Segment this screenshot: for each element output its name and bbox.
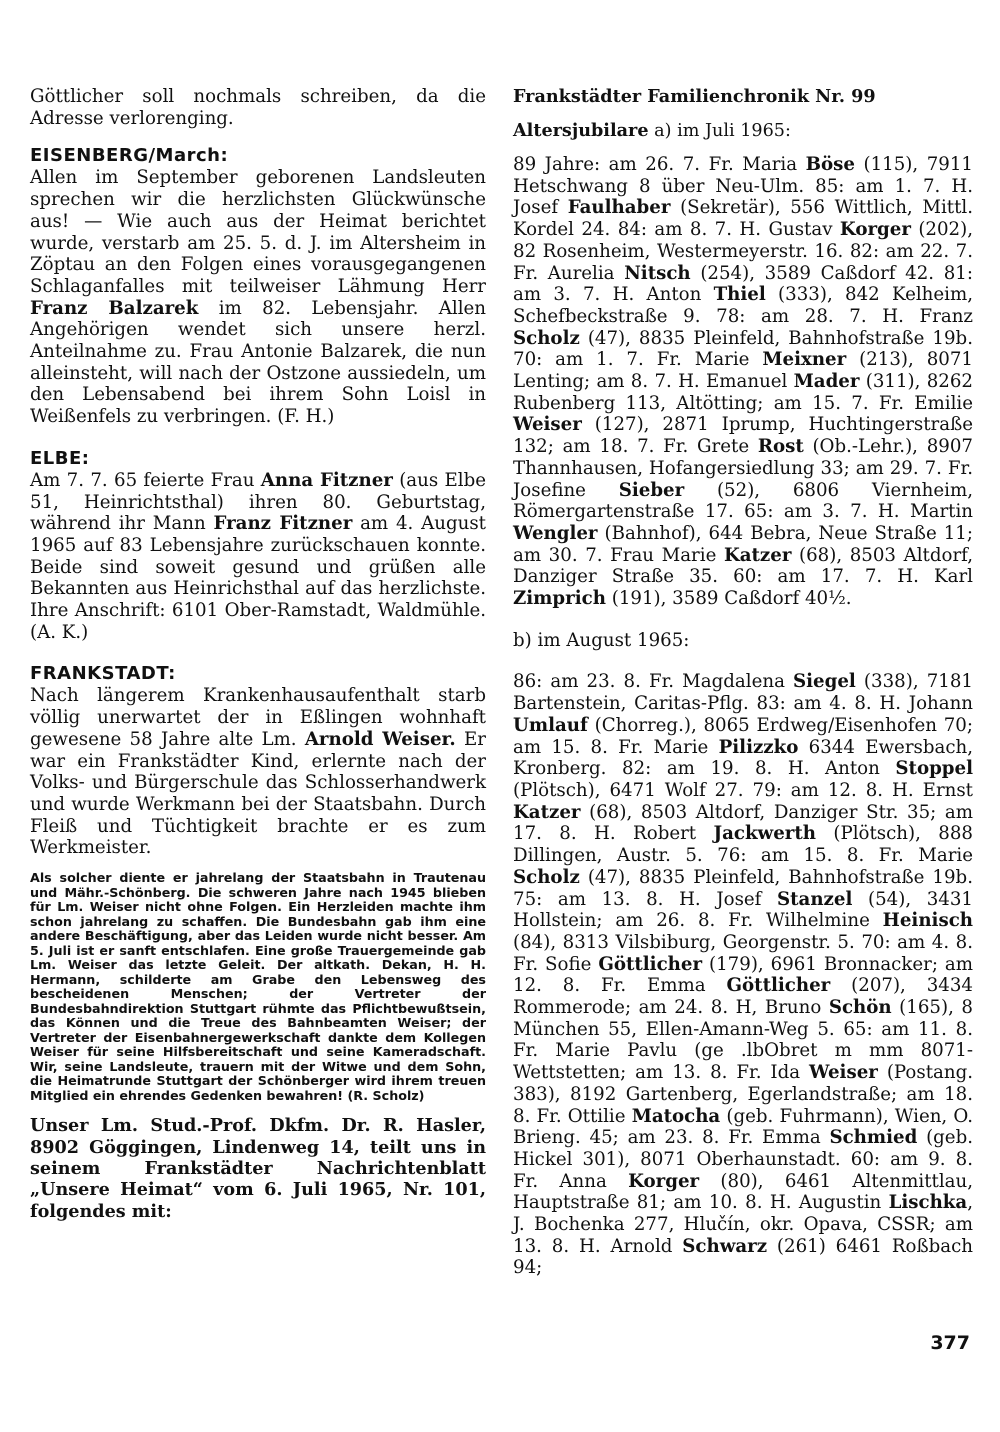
eisenberg-text-1: Allen im September geborenen Landsleuten sprechen wir die herzlichsten Glückwünsche aus! — Wie auch aus der Heimat berichtet wurde, verstarb am 25. 5. d. J. im Altersheim in Zöptau an den Folgen eines vorausgegangenen Schlaganfalles mit teilweiser Lähmung Herr bbox=[30, 167, 486, 297]
entry-text: (54), 3431 Hollstein; am 26. 8. Fr. Wilhelmine bbox=[513, 888, 973, 932]
entry-text: (179), 6961 Bronnacker; am 12. 8. Fr. Emma bbox=[513, 953, 973, 997]
entry-text: (311), 8262 Rubenberg 113, Altötting; am 15. 7. Fr. Emilie bbox=[513, 371, 973, 414]
person-name: Nitsch bbox=[624, 262, 691, 284]
entry-text: (Sekretär), 556 Wittlich, Mittl. Kordel 24. 84: am 8. 7. H. Gustav bbox=[513, 197, 973, 241]
entry-text: (47), 8835 Pleinfeld, Bahnhofstraße 19b. 70: am 1. 7. Fr. Marie bbox=[513, 327, 973, 371]
entry-text: (254), 3589 Caßdorf 42. 81: am 3. 7. H. Anton bbox=[513, 262, 974, 306]
person-name: Scholz bbox=[513, 327, 580, 349]
frankstadt-small-print: Als solcher diente er jahrelang der Staatsbahn in Trautenau und Mähr.-Schönberg. Die schweren Jahre nach 1945 blieben für Lm. Weiser nicht ohne Folgen. Ein Herzleiden machte ihm schon jahrelang zu schaffen. Die Bundesbahn gab ihm eine andere Beschäftigung, aber das Leiden wurde nicht besser. Am 5. Juli ist er sanft entschlafen. Eine große Trauergemeinde gab Lm. Weiser das letzte Geleit. Der altkath. Dekan, H. H. Hermann, schilderte am Grabe den Lebensweg des bescheidenen Menschen; der Vertreter der Bundesbahndirektion Stuttgart rühmte das Pflichtbewußtsein, das Können und die Treue des Bahnbeamten Weiser; der Vertreter der Eisenbahnergewerkschaft dankte dem Kollegen Weiser für seine Hilfsbereitschaft und seine Kameradschaft. Wir, seine Landsleute, trauern mit der Witwe und dem Sohn, die Heimatrunde Stuttgart der Schönberger wird ihrem treuen Mitglied ein ehrendes Gedenken bewahren! (R. Scholz) bbox=[30, 870, 486, 1103]
person-name: Katzer bbox=[513, 801, 581, 823]
entry-text: 6344 Ewersbach, Kronberg. 82: am 19. 8. H. Anton bbox=[513, 736, 974, 780]
person-name: Umlauf bbox=[513, 714, 588, 736]
entry-text: (Plötsch), 888 Dillingen, Austr. 5. 76: am 15. 8. Fr. Marie bbox=[513, 823, 973, 867]
entry-text: , J. Bochenka 277, Hlučín, okr. Opava, CSSR; am 13. 8. H. Arnold bbox=[513, 1192, 973, 1257]
hasler-notice: Unser Lm. Stud.-Prof. Dkfm. Dr. R. Hasler, 8902 Göggingen, Lindenweg 14, teilt uns in seinem Frankstädter Nachrichtenblatt „Unsere Heimat“ vom 6. Juli 1965, Nr. 101, folgendes mit: bbox=[30, 1115, 486, 1222]
person-name: Lischka bbox=[888, 1192, 968, 1214]
entry-text: (Postang. 383), 8192 Gartenberg, Egerlandstraße; am 18. 8. Fr. Ottilie bbox=[513, 1062, 973, 1127]
person-name: Mader bbox=[793, 371, 860, 393]
person-name: Göttlicher bbox=[598, 953, 703, 975]
frankstadt-text-1: Nach längerem Krankenhausaufenthalt starb völlig unerwartet der in Eßlingen wohnhaft gewesene 58 Jahre alte Lm. bbox=[30, 685, 486, 750]
entry-text: (202), 82 Rosenheim, Westermeyerstr. 16. 82: am 22. 7. Fr. Aurelia bbox=[513, 219, 974, 284]
person-name: Stanzel bbox=[777, 888, 853, 910]
person-name: Weiser bbox=[809, 1062, 878, 1084]
person-name: Katzer bbox=[723, 544, 792, 566]
person-name: Korger bbox=[839, 219, 911, 241]
person-name: Zimprich bbox=[513, 588, 606, 610]
person-name: Matocha bbox=[631, 1105, 721, 1127]
person-name: Schön bbox=[828, 997, 892, 1019]
person-name: Schmied bbox=[829, 1127, 918, 1149]
intro-paragraph: Göttlicher soll nochmals schreiben, da die Adresse verlorenging. bbox=[30, 86, 486, 129]
entry-text: (Bahnhof), 644 Bebra, Neue Straße 11; am 30. 7. Frau Marie bbox=[513, 522, 973, 566]
entry-text: (333), 842 Kelheim, Schefbeckstraße 9. 78: am 28. 7. H. Franz bbox=[513, 284, 973, 327]
jubilare-july-label: a) im Juli 1965: bbox=[648, 121, 791, 141]
section-heading-elbe: ELBE: bbox=[30, 447, 90, 469]
elbe-name-2: Franz Fitzner bbox=[213, 513, 353, 535]
eisenberg-paragraph bbox=[30, 167, 486, 427]
august-heading: b) im August 1965: bbox=[513, 629, 690, 651]
entry-text: (191), 3589 Caßdorf 40½. bbox=[605, 588, 852, 610]
person-name: Weiser bbox=[513, 414, 582, 436]
person-name: Stoppel bbox=[895, 758, 973, 780]
person-name: Meixner bbox=[762, 349, 847, 371]
person-name: Thiel bbox=[713, 284, 766, 306]
frankstadt-name-1: Arnold Weiser. bbox=[304, 728, 456, 750]
person-name: Böse bbox=[805, 154, 855, 175]
person-name: Pilizzko bbox=[718, 736, 799, 758]
entry-text: (geb. Hickel 301), 8071 Oberhaunstadt. 60: am 9. 8. Fr. Anna bbox=[513, 1127, 973, 1192]
elbe-text-1: Am 7. 7. 65 feierte Frau bbox=[30, 469, 261, 491]
july-list bbox=[513, 154, 973, 610]
elbe-text-2: (aus Elbe 51, Heinrichtsthal) ihren 80. Geburtstag, während ihr Mann bbox=[30, 469, 486, 535]
section-heading-eisenberg: EISENBERG/March: bbox=[30, 145, 229, 167]
frankstadt-text-2: Er war ein Frankstädter Kind, erlernte nach der Volks- und Bürgerschule das Schlosserhandwerk und wurde Werkmann bei der Staatsbahn. Durch Fleiß und Tüchtigkeit brachte er es zum Werkmeister. bbox=[30, 728, 486, 859]
section-heading-frankstadt: FRANKSTADT: bbox=[30, 663, 176, 685]
right-column bbox=[513, 86, 973, 1279]
person-name: Siegel bbox=[793, 671, 856, 693]
entry-text: (213), 8071 Lenting; am 8. 7. H. Emanuel bbox=[513, 349, 973, 393]
jubilare-heading-july bbox=[513, 120, 973, 142]
entry-text: (115), 7911 Hetschwang 8 über Neu-Ulm. 85: am 1. 7. H. Josef bbox=[513, 154, 973, 219]
person-name: Göttlicher bbox=[726, 975, 831, 997]
person-name: Heinisch bbox=[882, 910, 973, 932]
entry-text: (338), 7181 Bartenstein, Caritas-Pflg. 83: am 4. 8. H. Johann bbox=[513, 671, 973, 715]
entry-text: (52), 6806 Viernheim, Römergartenstraße 17. 65: am 3. 7. H. Martin bbox=[513, 479, 973, 523]
elbe-paragraph bbox=[30, 470, 486, 644]
entry-text: 89 Jahre: am 26. 7. Fr. Maria bbox=[513, 154, 806, 175]
person-name: Jackwerth bbox=[713, 823, 816, 845]
entry-text: (84), 8313 Vilsbiburg, Georgenstr. 5. 70: am 4. 8. Fr. Sofie bbox=[513, 931, 973, 975]
chronicle-title: Frankstädter Familienchronik Nr. 99 bbox=[513, 86, 876, 107]
entry-text: (261) 6461 Roßbach 94; bbox=[513, 1235, 973, 1279]
person-name: Rost bbox=[757, 436, 804, 458]
entry-text: 86: am 23. 8. Fr. Magdalena bbox=[513, 671, 794, 693]
page-number: 377 bbox=[930, 1332, 970, 1354]
person-name: Sieber bbox=[618, 479, 685, 501]
entry-text: (80), 6461 Altenmittlau, Hauptstraße 81; am 10. 8. H. Augustin bbox=[513, 1170, 973, 1214]
entry-text: (geb. Fuhrmann), Wien, O. Brieng. 45; am 23. 8. Fr. Emma bbox=[513, 1105, 973, 1149]
frankstadt-paragraph bbox=[30, 685, 486, 859]
entry-text: (165), 8 München 55, Ellen-Amann-Weg 5. 65: am 11. 8. Fr. Marie Pavlu (ge .lbObret m mm 8071-Wettstetten; am 13. 8. Fr. Ida bbox=[513, 997, 973, 1084]
left-column bbox=[30, 86, 486, 1222]
entry-text: (47), 8835 Pleinfeld, Bahnhofstraße 19b. 75: am 13. 8. H. Josef bbox=[513, 866, 973, 910]
person-name: Schwarz bbox=[682, 1235, 768, 1257]
person-name: Wengler bbox=[513, 522, 598, 544]
entry-text: (Plötsch), 6471 Wolf 27. 79: am 12. 8. H. Ernst bbox=[513, 779, 973, 801]
person-name: Faulhaber bbox=[567, 197, 671, 219]
elbe-name-1: Anna Fitzner bbox=[260, 469, 393, 491]
entry-text: (127), 2871 Iprump, Huchtingerstraße 132; am 18. 7. Fr. Grete bbox=[513, 414, 973, 458]
person-name: Scholz bbox=[513, 866, 580, 888]
entry-text: (Ob.-Lehr.), 8907 Thannhausen, Hofangersiedlung 33; am 29. 7. Fr. Josefine bbox=[513, 436, 973, 501]
august-list bbox=[513, 671, 973, 1279]
eisenberg-name-1: Franz Balzarek bbox=[30, 297, 199, 319]
entry-text: (207), 3434 Rommerode; am 24. 8. H, Bruno bbox=[513, 975, 973, 1019]
person-name: Korger bbox=[628, 1170, 700, 1192]
entry-text: (Chorreg.), 8065 Erdweg/Eisenhofen 70; am 15. 8. Fr. Marie bbox=[513, 714, 973, 758]
entry-text: (68), 8503 Altdorf, Danziger Straße 35. 60: am 17. 7. H. Karl bbox=[513, 544, 974, 588]
jubilare-label: Altersjubilare bbox=[513, 120, 649, 141]
eisenberg-text-2: im 82. Lebensjahr. Allen Angehörigen wendet sich unsere herzl. Anteilnahme zu. Frau Antonie Balzarek, die nun alleinsteht, will nach der Ostzone aussiedeln, um den Lebensabend bei ihrem Sohn Loisl in Weißenfels zu verbringen. (F. H.) bbox=[30, 297, 486, 428]
elbe-text-3: am 4. August 1965 auf 83 Lebensjahre zurückschauen konnte. Beide sind soweit gesund und grüßen alle Bekannten aus Heinrichsthal auf das herzlichste. Ihre Anschrift: 6101 Ober-Ramstadt, Waldmühle. (A. K.) bbox=[30, 513, 486, 643]
entry-text: (68), 8503 Altdorf, Danziger Str. 35; am 17. 8. H. Robert bbox=[513, 801, 973, 845]
